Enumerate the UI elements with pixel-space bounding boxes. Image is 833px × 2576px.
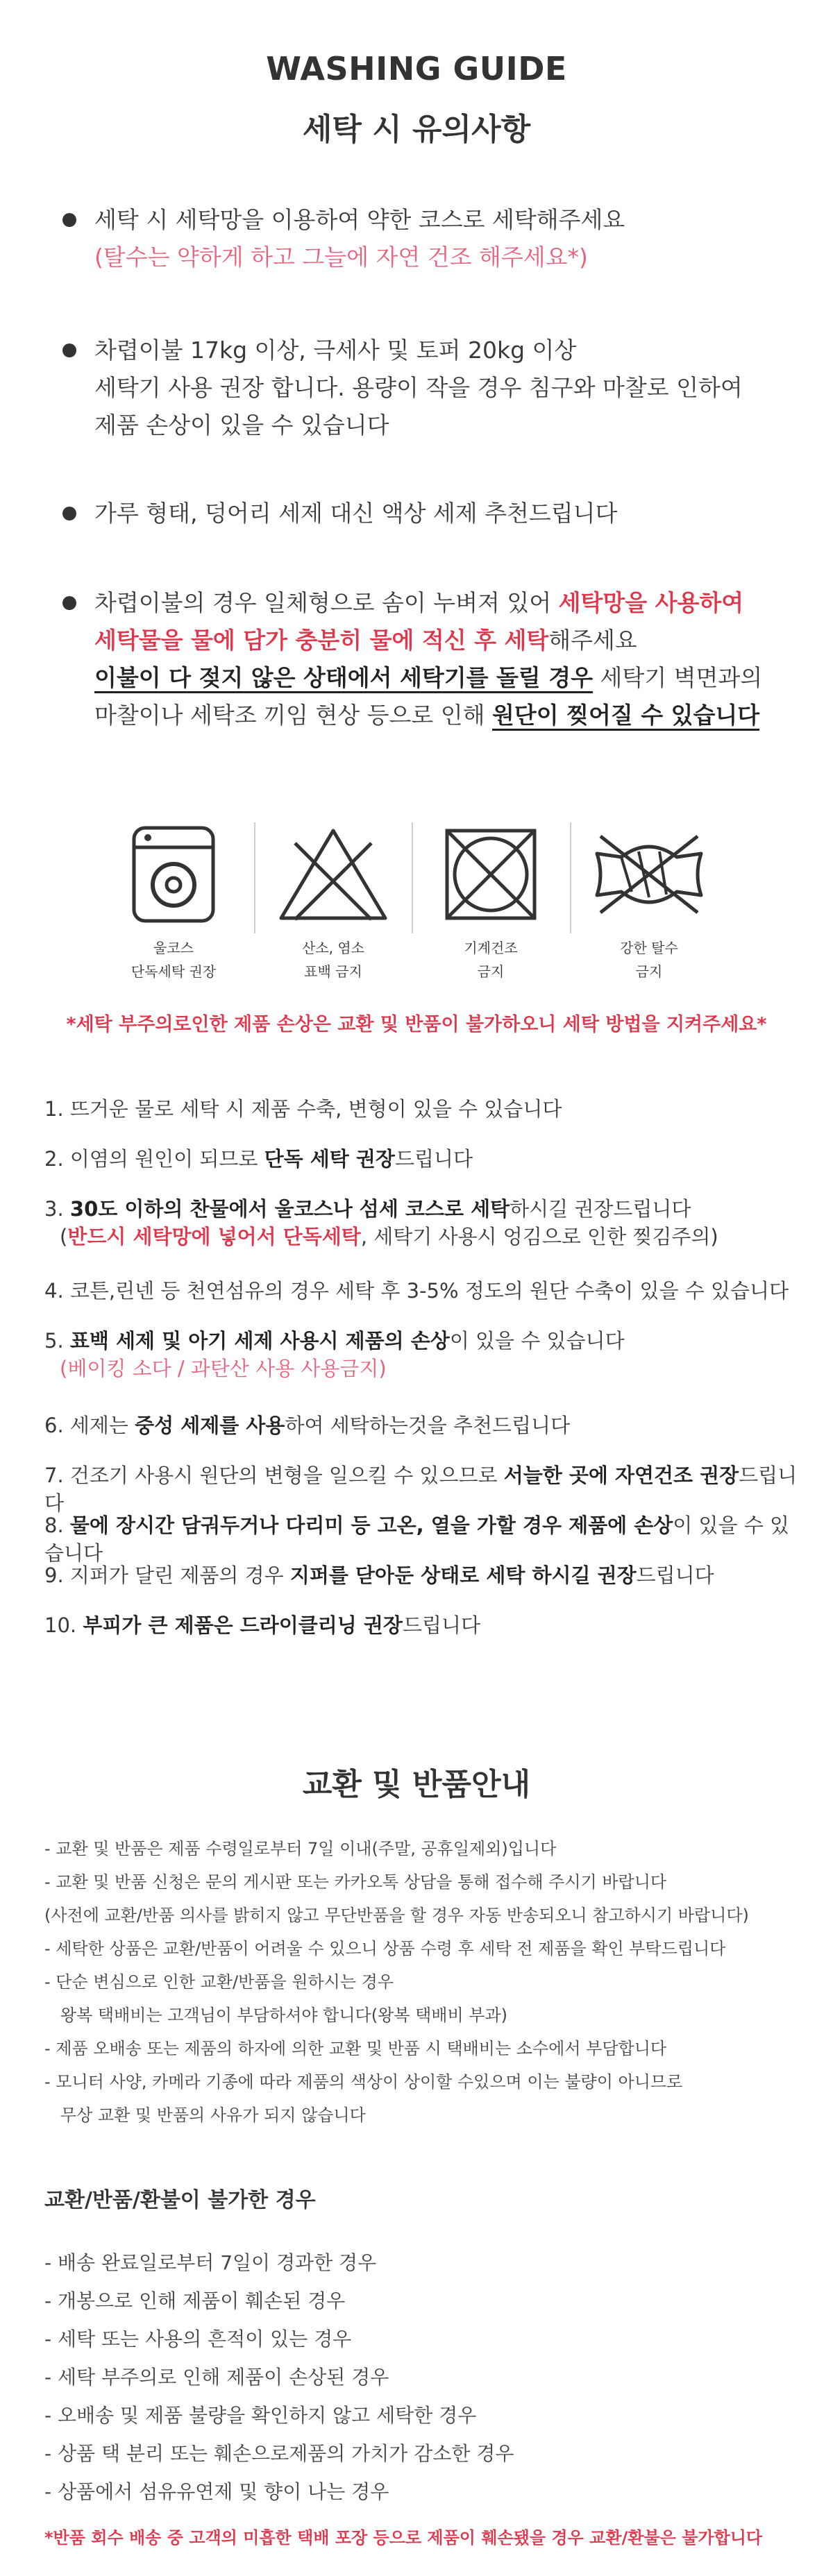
numbered-item-2	[44, 1145, 808, 1173]
item-red: 반드시 세탁망에 넣어서 단독세탁	[67, 1225, 361, 1248]
care-icon-label: 단독세탁 권장	[131, 963, 217, 980]
title-english: WASHING GUIDE	[266, 50, 567, 87]
washing-machine-icon	[128, 822, 219, 926]
washing-warning: *세탁 부주의로인한 제품 손상은 교환 및 반품이 불가하오니 세탁 방법을 지켜주세요*	[66, 1014, 767, 1035]
tip-2-line-2: 세탁기 사용 권장 합니다. 용량이 작을 경우 침구와 마찰로 인하여	[94, 374, 743, 401]
item-text: 하여 세탁하는것을 추천드립니다	[285, 1414, 571, 1437]
tip-3	[62, 495, 777, 532]
exchange-line: 왕복 택배비는 고객님이 부담하셔야 합니다(왕복 택배비 부과)	[44, 2006, 507, 2025]
care-icon-label: 산소, 염소	[302, 940, 364, 956]
item-bold: 표백 세제 및 아기 세제 사용시 제품의 손상	[69, 1329, 450, 1353]
item-bold: 부피가 큰 제품은 드라이클리닝 권장	[83, 1613, 403, 1637]
exchange-line: - 교환 및 반품은 제품 수령일로부터 7일 이내(주말, 공휴일제외)입니다	[44, 1839, 557, 1858]
item-bold: 중성 세제를 사용	[135, 1414, 285, 1437]
no-refund-title: 교환/반품/환불이 불가한 경우	[44, 2188, 316, 2212]
item-pink-note: (베이킹 소다 / 과탄산 사용 사용금지)	[60, 1357, 387, 1380]
tip-4-emphasis: 세탁망을 사용하여	[558, 589, 744, 616]
item-bold: 30도 이하의 찬물에서 울코스나 섬세 코스로 세탁	[69, 1197, 510, 1221]
care-icon-label: 기계건조	[464, 940, 518, 956]
item-text: 10.	[44, 1613, 83, 1637]
bullet-dot	[62, 596, 76, 610]
item-text: , 세탁기 사용시 엉김으로 인한 찢김주의)	[360, 1225, 718, 1248]
exchange-line: - 모니터 사양, 카메라 기종에 따라 제품의 색상이 상이할 수있으며 이는 불량이 아니므로	[44, 2072, 683, 2092]
item-bold: 서늘한 곳에 자연건조 권장	[503, 1464, 739, 1487]
tip-4-emphasis: 세탁물을 물에 담가 충분히 물에 적신 후 세탁	[94, 627, 549, 654]
no-bleach-icon	[274, 822, 392, 926]
numbered-item-9	[44, 1561, 808, 1589]
numbered-item-4: 4. 코튼,린넨 등 천연섬유의 경우 세탁 후 3-5% 정도의 원단 수축이 있을 수 있습니다	[44, 1279, 789, 1303]
item-text: 드립니다	[636, 1564, 714, 1587]
item-text: 8.	[44, 1514, 70, 1537]
tip-2-line-1: 차렵이불 17kg 이상, 극세사 및 토퍼 20kg 이상	[94, 337, 577, 364]
no-refund-footer: *반품 회수 배송 중 고객의 미흡한 택배 포장 등으로 제품이 훼손됐을 경우 교환/환불은 불가합니다	[44, 2528, 763, 2548]
no-refund-line: - 세탁 부주의로 인해 제품이 손상된 경우	[44, 2366, 389, 2389]
exchange-line: - 제품 오배송 또는 제품의 하자에 의한 교환 및 반품 시 택배비는 소수에서 부담합니다	[44, 2039, 667, 2058]
care-icon-label: 표백 금지	[304, 963, 362, 980]
icon-divider	[254, 822, 255, 933]
no-wring-icon	[590, 822, 708, 926]
item-text: 드립니다	[394, 1147, 473, 1171]
title-korean: 세탁 시 유의사항	[302, 112, 531, 147]
item-bold: 단독 세탁 권장	[264, 1147, 395, 1171]
bullet-dot	[62, 507, 76, 520]
tip-4-text: 해주세요	[548, 627, 637, 654]
item-bold: 지퍼를 닫아둔 상태로 세탁 하시길 권장	[289, 1564, 637, 1587]
item-bold: 물에 장시간 담궈두거나 다리미 등 고온, 열을 가할 경우 제품에 손상	[69, 1514, 673, 1537]
no-tumble-dry-icon	[439, 822, 543, 926]
no-refund-list	[44, 2244, 808, 2511]
no-refund-line: - 배송 완료일로부터 7일이 경과한 경우	[44, 2251, 377, 2274]
no-refund-line: - 상품 택 분리 또는 훼손으로제품의 가치가 감소한 경우	[44, 2442, 514, 2465]
exchange-notice-list	[44, 1832, 808, 2132]
exchange-line: - 교환 및 반품 신청은 문의 게시판 또는 카카오톡 상담을 통해 접수해 주시기 바랍니다	[44, 1872, 667, 1892]
item-text: 하시길 권장드립니다	[510, 1197, 691, 1221]
care-icon-label: 울코스	[153, 940, 194, 956]
tip-4-text: 세탁기 벽면과의	[592, 664, 763, 691]
exchange-line: (사전에 교환/반품 의사를 밝히지 않고 무단반품을 할 경우 자동 반송되오니 참고하시기 바랍니다)	[44, 1906, 749, 1925]
numbered-item-5	[44, 1327, 808, 1382]
tip-2-line-3: 제품 손상이 있을 수 있습니다	[94, 412, 389, 439]
numbered-item-8	[44, 1511, 808, 1567]
tip-2	[62, 332, 777, 444]
tip-4-underline: 원단이 찢어질 수 있습니다	[492, 702, 760, 729]
no-refund-line: - 상품에서 섬유유연제 및 향이 나는 경우	[44, 2480, 389, 2503]
item-text: 7. 건조기 사용시 원단의 변형을 일으킬 수 있으므로	[44, 1464, 504, 1487]
item-text: 이 있을 수 있습니다	[44, 1514, 789, 1565]
exchange-line: - 단순 변심으로 인한 교환/반품을 원하시는 경우	[44, 1972, 394, 1992]
item-text: 이 있을 수 있습니다	[449, 1329, 625, 1353]
tip-1-note: (탈수는 약하게 하고 그늘에 자연 건조 해주세요*)	[94, 244, 588, 271]
bullet-dot	[62, 213, 76, 227]
no-refund-line: - 세탁 또는 사용의 흔적이 있는 경우	[44, 2328, 352, 2350]
item-text: 드립니다	[44, 1464, 798, 1515]
item-text: 9. 지퍼가 달린 제품의 경우	[44, 1564, 290, 1587]
item-text: 드립니다	[402, 1613, 481, 1637]
item-text: 2. 이염의 원인이 되므로	[44, 1147, 264, 1171]
tip-1-line-1: 세탁 시 세탁망을 이용하여 약한 코스로 세탁해주세요	[94, 206, 625, 233]
tip-3-line-1: 가루 형태, 덩어리 세제 대신 액상 세제 추천드립니다	[94, 500, 618, 527]
care-icon-no-wring	[573, 822, 725, 983]
icon-divider	[412, 822, 413, 933]
bullet-dot	[62, 344, 76, 357]
tip-4-text: 차렵이불의 경우 일체형으로 솜이 누벼져 있어	[94, 589, 559, 616]
numbered-item-1: 1. 뜨거운 물로 세탁 시 제품 수축, 변형이 있을 수 있습니다	[44, 1097, 562, 1121]
numbered-item-10	[44, 1611, 808, 1639]
icon-divider	[570, 822, 571, 933]
tip-4	[62, 584, 777, 734]
item-text: 5.	[44, 1329, 70, 1353]
care-icon-label: 금지	[477, 963, 505, 980]
tip-4-text: 마찰이나 세탁조 끼임 현상 등으로 인해	[94, 702, 492, 729]
numbered-item-3	[44, 1195, 808, 1251]
tip-4-underline: 이불이 다 젖지 않은 상태에서 세탁기를 돌릴 경우	[94, 664, 593, 691]
exchange-line: - 세탁한 상품은 교환/반품이 어려울 수 있으니 상품 수령 후 세탁 전 제품을 확인 부탁드립니다	[44, 1939, 726, 1958]
care-icon-no-bleach	[257, 822, 410, 983]
care-icon-wool-wash	[97, 822, 250, 983]
item-text: 6. 세제는	[44, 1414, 135, 1437]
numbered-item-6	[44, 1412, 808, 1439]
tip-1	[62, 201, 777, 276]
item-text: 3.	[44, 1197, 70, 1221]
item-text: (	[60, 1225, 68, 1248]
no-refund-line: - 오배송 및 제품 불량을 확인하지 않고 세탁한 경우	[44, 2404, 477, 2427]
no-refund-line: - 개봉으로 인해 제품이 훼손된 경우	[44, 2289, 346, 2312]
care-icon-no-tumble-dry	[414, 822, 567, 983]
numbered-item-7	[44, 1461, 808, 1517]
care-icon-label: 강한 탈수	[620, 940, 678, 956]
exchange-line: 무상 교환 및 반품의 사유가 되지 않습니다	[44, 2105, 366, 2125]
exchange-title: 교환 및 반품안내	[302, 1767, 531, 1802]
care-icon-label: 금지	[635, 963, 663, 980]
